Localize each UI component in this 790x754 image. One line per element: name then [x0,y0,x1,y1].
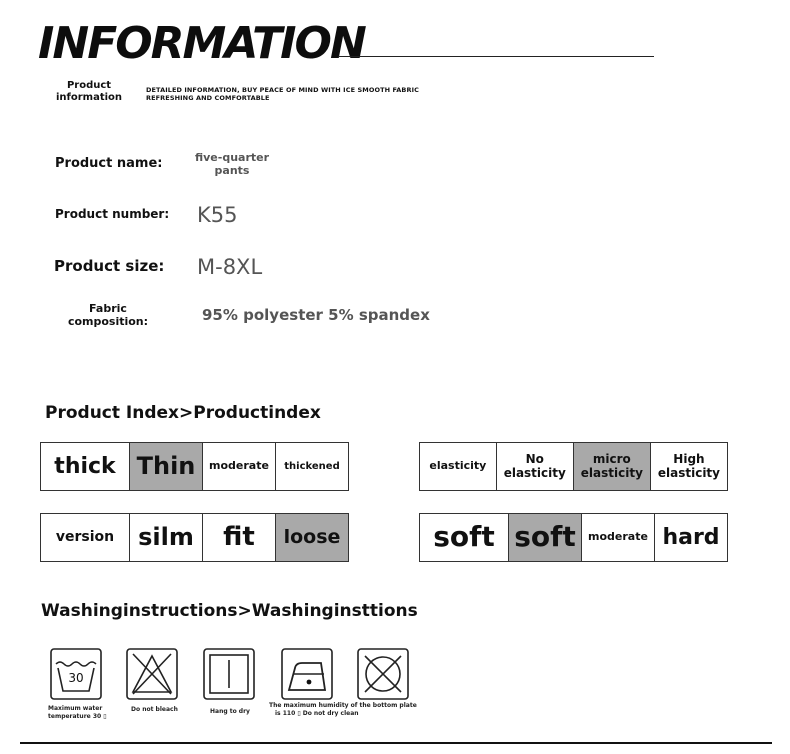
thickness-cell-thickened: thickened [276,443,349,491]
wash-label-line-1: Maximum water [48,705,103,712]
fabric-composition-value: 95% polyester 5% spandex [202,306,430,324]
product-info-label: Product information [55,80,123,103]
product-index-heading: Product Index>Productindex [45,403,321,423]
elasticity-cell-micro-selected: micro elasticity [573,443,650,491]
elasticity-cell-none: No elasticity [496,443,573,491]
iron-label-line-2: is 110 ▯ Do not dry clean [275,709,359,717]
product-name-value [192,151,272,177]
version-cell-silm: silm [130,514,203,562]
page-title: INFORMATION [38,18,365,69]
wash-label [48,705,107,720]
iron-label [269,702,417,717]
product-info-description [146,86,419,102]
version-cell-label: version [41,514,130,562]
version-index-table [40,513,349,562]
thickness-index-table [40,442,349,491]
washing-heading: Washinginstructions>Washinginsttions [41,601,418,621]
hang-to-dry-icon [203,648,255,700]
bottom-divider [20,742,772,744]
do-not-dry-clean-icon [357,648,409,700]
elasticity-index-table [419,442,728,491]
thickness-cell-thin-selected: Thin [130,443,203,491]
thickness-cell-moderate: moderate [203,443,276,491]
do-not-bleach-label: Do not bleach [131,706,178,713]
product-name-value-line-2: pants [214,164,250,177]
fabric-label-line-2: composition: [67,315,149,328]
title-divider [338,56,654,57]
do-not-bleach-icon [126,648,178,700]
thickness-cell-thick: thick [41,443,130,491]
product-name-value-line-1: five-quarter [194,151,270,164]
wash-temperature-text: 30 [68,671,84,685]
version-cell-fit: fit [203,514,276,562]
product-number-label: Product number: [55,207,170,221]
elasticity-cell-label: elasticity [420,443,497,491]
softness-cell-moderate: moderate [582,514,655,562]
description-line-1: DETAILED INFORMATION, BUY PEACE OF MIND WITH ICE SMOOTH FABRIC [146,86,419,94]
softness-cell-hard: hard [655,514,728,562]
iron-label-line-1: The maximum humidity of the bottom plate [269,702,417,709]
elasticity-cell-high: High elasticity [650,443,727,491]
softness-index-table [419,513,728,562]
fabric-label-line-1: Fabric [89,302,127,315]
iron-110-icon [281,648,333,700]
product-name-label: Product name: [55,156,163,171]
product-number-value: K55 [197,203,238,227]
softness-cell-soft-selected: soft [509,514,582,562]
softness-cell-label: soft [420,514,509,562]
version-cell-loose-selected: loose [276,514,349,562]
fabric-composition-label [58,302,158,328]
product-size-label: Product size: [54,257,165,275]
product-size-value: M-8XL [197,255,263,279]
wash-30-icon [50,648,102,700]
wash-label-line-2: temperature 30 ▯ [48,712,107,720]
hang-to-dry-label: Hang to dry [210,708,250,715]
description-line-2: REFRESHING AND COMFORTABLE [146,94,270,102]
